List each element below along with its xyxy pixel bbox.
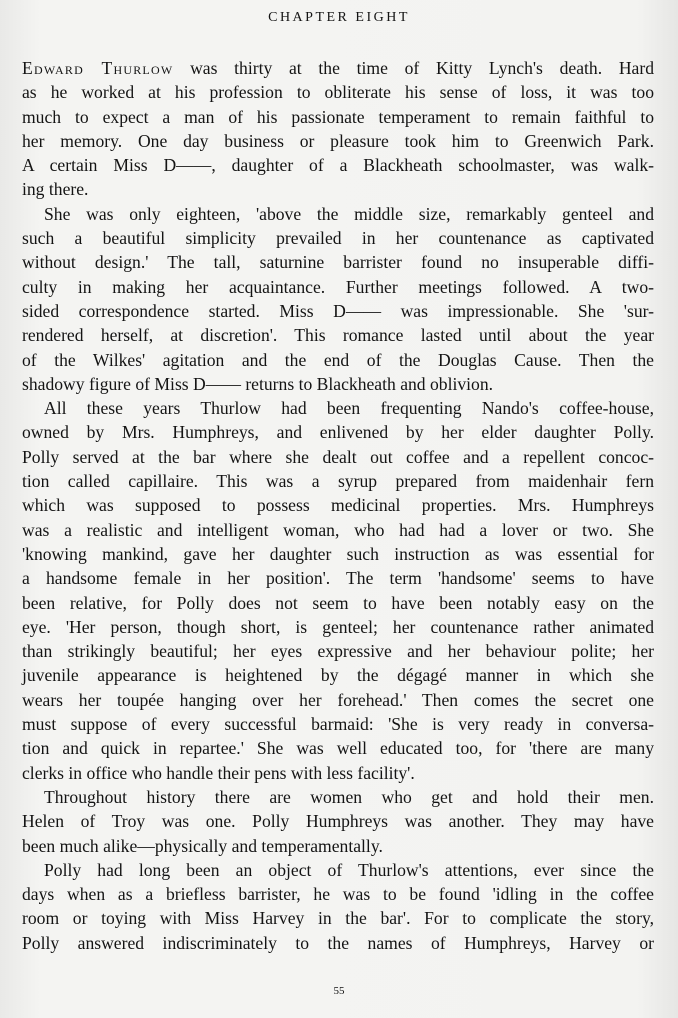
text-line: She was only eighteen, 'above the middle size, remarkably genteel and <box>44 203 654 224</box>
text-line: as he worked at his profession to obliterate his sense of loss, it was too <box>22 82 654 103</box>
text-line: sided correspondence started. Miss D—— was impressionable. She 'sur- <box>22 300 654 321</box>
text-line: rendered herself, at discretion'. This romance lasted until about the year <box>22 325 654 346</box>
text-line: been much alike—physically and temperamentally. <box>22 835 383 856</box>
text-line: clerks in office who handle their pens with less facility'. <box>22 762 415 783</box>
text-line: All these years Thurlow had been frequenting Nando's coffee-house, <box>44 398 654 419</box>
text-line: culty in making her acquaintance. Further meetings followed. A two- <box>22 276 654 297</box>
text-line: which was supposed to possess medicinal properties. Mrs. Humphreys <box>22 495 654 516</box>
text-line: juvenile appearance is heightened by the dégagé manner in which she <box>22 665 654 686</box>
text-line-content: was thirty at the time of Kitty Lynch's death. Hard <box>173 58 654 78</box>
lead-name: Edward Thurlow <box>22 58 174 78</box>
text-line: of the Wilkes' agitation and the end of the Douglas Cause. Then the <box>22 349 654 370</box>
text-line: must suppose of every successful barmaid: 'She is very ready in conversa- <box>22 714 654 735</box>
text-line: been relative, for Polly does not seem to have been notably easy on the <box>22 592 654 613</box>
text-line: such a beautiful simplicity prevailed in her countenance as captivated <box>22 228 654 249</box>
text-line: much to expect a man of his passionate temperament to remain faithful to <box>22 106 654 127</box>
text-line <box>22 56 654 80</box>
chapter-heading: CHAPTER EIGHT <box>268 10 410 25</box>
text-line: her memory. One day business or pleasure took him to Greenwich Park. <box>22 130 654 151</box>
text-line: shadowy figure of Miss D—— returns to Blackheath and oblivion. <box>22 373 494 394</box>
text-line: days when as a briefless barrister, he was to be found 'idling in the coffee <box>22 884 654 905</box>
text-line: without design.' The tall, saturnine barrister found no insuperable diffi- <box>22 252 654 273</box>
text-line: a handsome female in her position'. The term 'handsome' seems to have <box>22 568 654 589</box>
text-line: A certain Miss D——, daughter of a Blackheath schoolmaster, was walk- <box>22 155 654 176</box>
text-line: eye. 'Her person, though short, is genteel; her countenance rather animated <box>22 616 654 637</box>
text-line: Polly answered indiscriminately to the names of Humphreys, Harvey or <box>22 932 654 953</box>
text-line: Helen of Troy was one. Polly Humphreys was another. They may have <box>22 811 654 832</box>
body-text <box>22 56 654 955</box>
text-line: than strikingly beautiful; her eyes expressive and her behaviour polite; her <box>22 641 654 662</box>
text-line: owned by Mrs. Humphreys, and enlivened by her elder daughter Polly. <box>22 422 654 443</box>
text-line: Polly served at the bar where she dealt out coffee and a repellent concoc- <box>22 446 654 467</box>
text-line: was a realistic and intelligent woman, who had had a lover or two. She <box>22 519 654 540</box>
text-line: ing there. <box>22 179 89 200</box>
text-line: tion called capillaire. This was a syrup prepared from maidenhair fern <box>22 471 654 492</box>
page-number: 55 <box>333 985 345 997</box>
text-line: tion and quick in repartee.' She was well educated too, for 'there are many <box>22 738 654 759</box>
text-line: 'knowing mankind, gave her daughter such instruction as was essential for <box>22 543 654 564</box>
text-line: Throughout history there are women who get and hold their men. <box>44 786 654 807</box>
text-line: room or toying with Miss Harvey in the bar'. For to complicate the story, <box>22 908 654 929</box>
text-line: Polly had long been an object of Thurlow's attentions, ever since the <box>44 859 654 880</box>
text-line: wears her toupée hanging over her forehead.' Then comes the secret one <box>22 689 654 710</box>
